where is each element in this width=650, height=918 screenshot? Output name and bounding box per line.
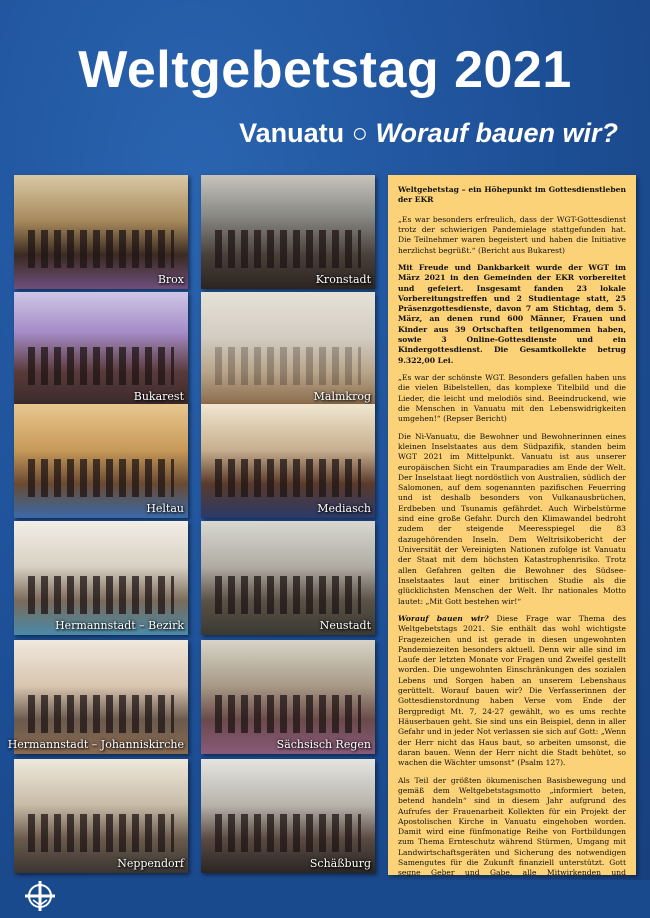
photo-caption: Malmkrog <box>313 390 371 403</box>
subtitle-theme: Worauf bauen wir? <box>375 118 618 148</box>
article-lead-question: Worauf bauen wir? <box>398 613 489 623</box>
photo-caption: Kronstadt <box>315 273 371 286</box>
photo-caption: Hermannstadt – Johanniskirche <box>7 738 184 751</box>
photo-people <box>28 814 174 853</box>
photo-saechsisch-regen <box>201 640 375 754</box>
photo-mediasch <box>201 404 375 518</box>
article-paragraph <box>398 614 626 769</box>
photo-people <box>215 814 361 853</box>
photo-malmkrog <box>201 292 375 406</box>
subtitle-separator: ○ <box>351 118 368 148</box>
article-paragraph: „Es war besonders erfreulich, dass der WGT-Gottesdienst trotz der schwierigen Pandemielage stattgefunden hat. Die Teilnehmer waren begeistert und haben die Initiative herzlichst begrüßt.“ (Bericht aus Bukarest) <box>398 214 626 255</box>
photo-caption: Hermannstadt – Bezirk <box>55 619 184 632</box>
article-panel <box>388 175 636 878</box>
footer-bar <box>0 880 650 918</box>
photo-people <box>28 576 174 615</box>
photo-people <box>28 347 174 386</box>
photo-caption: Neppendorf <box>117 857 184 870</box>
photo-kronstadt <box>201 175 375 289</box>
photo-people <box>215 576 361 615</box>
photo-bukarest <box>14 292 188 406</box>
photo-caption: Schäßburg <box>309 857 371 870</box>
page-title: Weltgebetstag 2021 <box>78 41 572 99</box>
photo-caption: Heltau <box>146 502 184 515</box>
article-paragraph-text: Diese Frage war Thema des Weltgebetstags 2021. Sie enthält das wohl wichtigste Fragezeichen und ist gerade in diesen ungewohnten Pandemiezeiten besonders aktuell. Denn wir alle sind im Laufe der letzten Monate vor Fragen und Zweifel gestellt worden. Die ungewohnten Einschränkungen des sozialen Lebens und Sorgen haben an unserem Lebenshaus gerüttelt. Worauf bauen wir? Die Verfasserinnen der Gottesdienstordnung haben Verse vom Ende der Bergpredigt Mt. 7, 24-27 gewählt, wo es ums rechte Häuserbauen geht. Sie sind uns ein Beispiel, denn in aller Gefahr und in jeder Not verlassen sie sich auf Gott: „Wenn der Herr nicht das Haus baut, so arbeiten umsonst, die daran bauen. Wenn der Herr nicht die Stadt behütet, so wachen die Wächter umsonst“ (Psalm 127). <box>398 613 626 768</box>
article-paragraph: Als Teil der größten ökumenischen Basisbewegung und gemäß dem Weltgebetstagsmotto „informiert beten, betend handeln“ sind in diesem Jahr aufgrund des Aufrufes der Frauenarbeit Kollekten für ein Projekt der Apostolischen Kirche in Vanuatu eingehoben worden. Damit wird eine fünfmonatige Reihe von Fortbildungen zum Thema Ernteschutz während Stürmen, Umgang mit Landwirtschaftsgeräten und Sicherung des notwendigen Samengutes für die Zukunft finanziell unterstützt. Gott segne Geber und Gabe, alle Mitwirkenden und <box>398 775 626 878</box>
photo-heltau <box>14 404 188 518</box>
subtitle-country: Vanuatu <box>239 118 345 148</box>
photo-caption: Mediasch <box>317 502 371 515</box>
photo-caption: Brox <box>157 273 184 286</box>
photo-hermannstadt-bezirk <box>14 521 188 635</box>
photo-people <box>215 459 361 498</box>
photo-neustadt <box>201 521 375 635</box>
article-paragraph: Die Ni-Vanuatu, die Bewohner und Bewohnerinnen eines kleinen Inselstaates aus dem Südpazifik, standen beim WGT 2021 im Mittelpunkt. Vanuatu ist aus unserer europäischen Sicht ein Traumparadies am Ende der Welt. Der Inselstaat liegt nordöstlich von Australien, südlich der Salomonen, auf dem sogenannten pazifischen Feuerring und ist deshalb besonders von Vulkanausbrüchen, Erdbeben und Tsunamis gefährdet. Auch Wirbelstürme sind eine große Gefahr. Durch den Klimawandel bedroht zudem der steigende Meeresspiegel die 83 dazugehörenden Inseln. Dem Weltrisikobericht der Universität der Vereinigten Nationen zufolge ist Vanuatu der Staat mit dem höchsten Katastrophenrisiko. Trotz allen Gefahren gelten die Bewohner des Südsee-Inselstaates laut einer britischen Studie als die glücklichsten Menschen der Welt. Ihr nationales Motto lautet: „Mit Gott bestehen wir!“ <box>398 431 626 606</box>
photo-people <box>215 695 361 734</box>
photo-schaessburg <box>201 759 375 873</box>
photo-caption: Neustadt <box>319 619 371 632</box>
article-bold-text: Mit Freude und Dankbarkeit wurde der WGT im März 2021 in den Gemeinden der EKR vorbereitet und gefeiert. Insgesamt fanden 23 lokale Vorbereitungstreffen und 2 Studientage statt, 25 Präsenzgottesdienste, davon 7 am Stichtag, dem 5. März, an denen rund 600 Männer, Frauen und Kinder aus 39 Ortschaften teilgenommen haben, sowie 3 Online-Gottesdienste und ein Kindergottesdienst. Die Gesamtkollekte betrug 9.322,00 Lei. <box>398 262 626 365</box>
article-heading: Weltgebetstag – ein Höhepunkt im Gottesdienstleben der EKR <box>398 185 626 205</box>
photo-people <box>28 459 174 498</box>
photo-caption: Sächsisch Regen <box>276 738 371 751</box>
page-subtitle <box>239 118 618 149</box>
photo-brox <box>14 175 188 289</box>
ecumenical-cross-logo-icon <box>24 880 56 912</box>
photo-caption: Bukarest <box>133 390 184 403</box>
photo-hermannstadt-johanniskirche <box>7 640 188 754</box>
article-paragraph: „Es war der schönste WGT. Besonders gefallen haben uns die vielen Bibelstellen, das komplexe Titelbild und die Lieder, die leicht und melodiös sind. Beeindruckend, wie die Menschen in Vanuatu mit den Lebenswidrigkeiten umgehen!“ (Repser Bericht) <box>398 373 626 424</box>
photo-table <box>215 347 361 386</box>
photo-people <box>28 230 174 269</box>
photo-people <box>28 695 174 734</box>
photo-neppendorf <box>14 759 188 873</box>
photo-people <box>215 230 361 269</box>
article-paragraph-bold <box>398 263 626 366</box>
